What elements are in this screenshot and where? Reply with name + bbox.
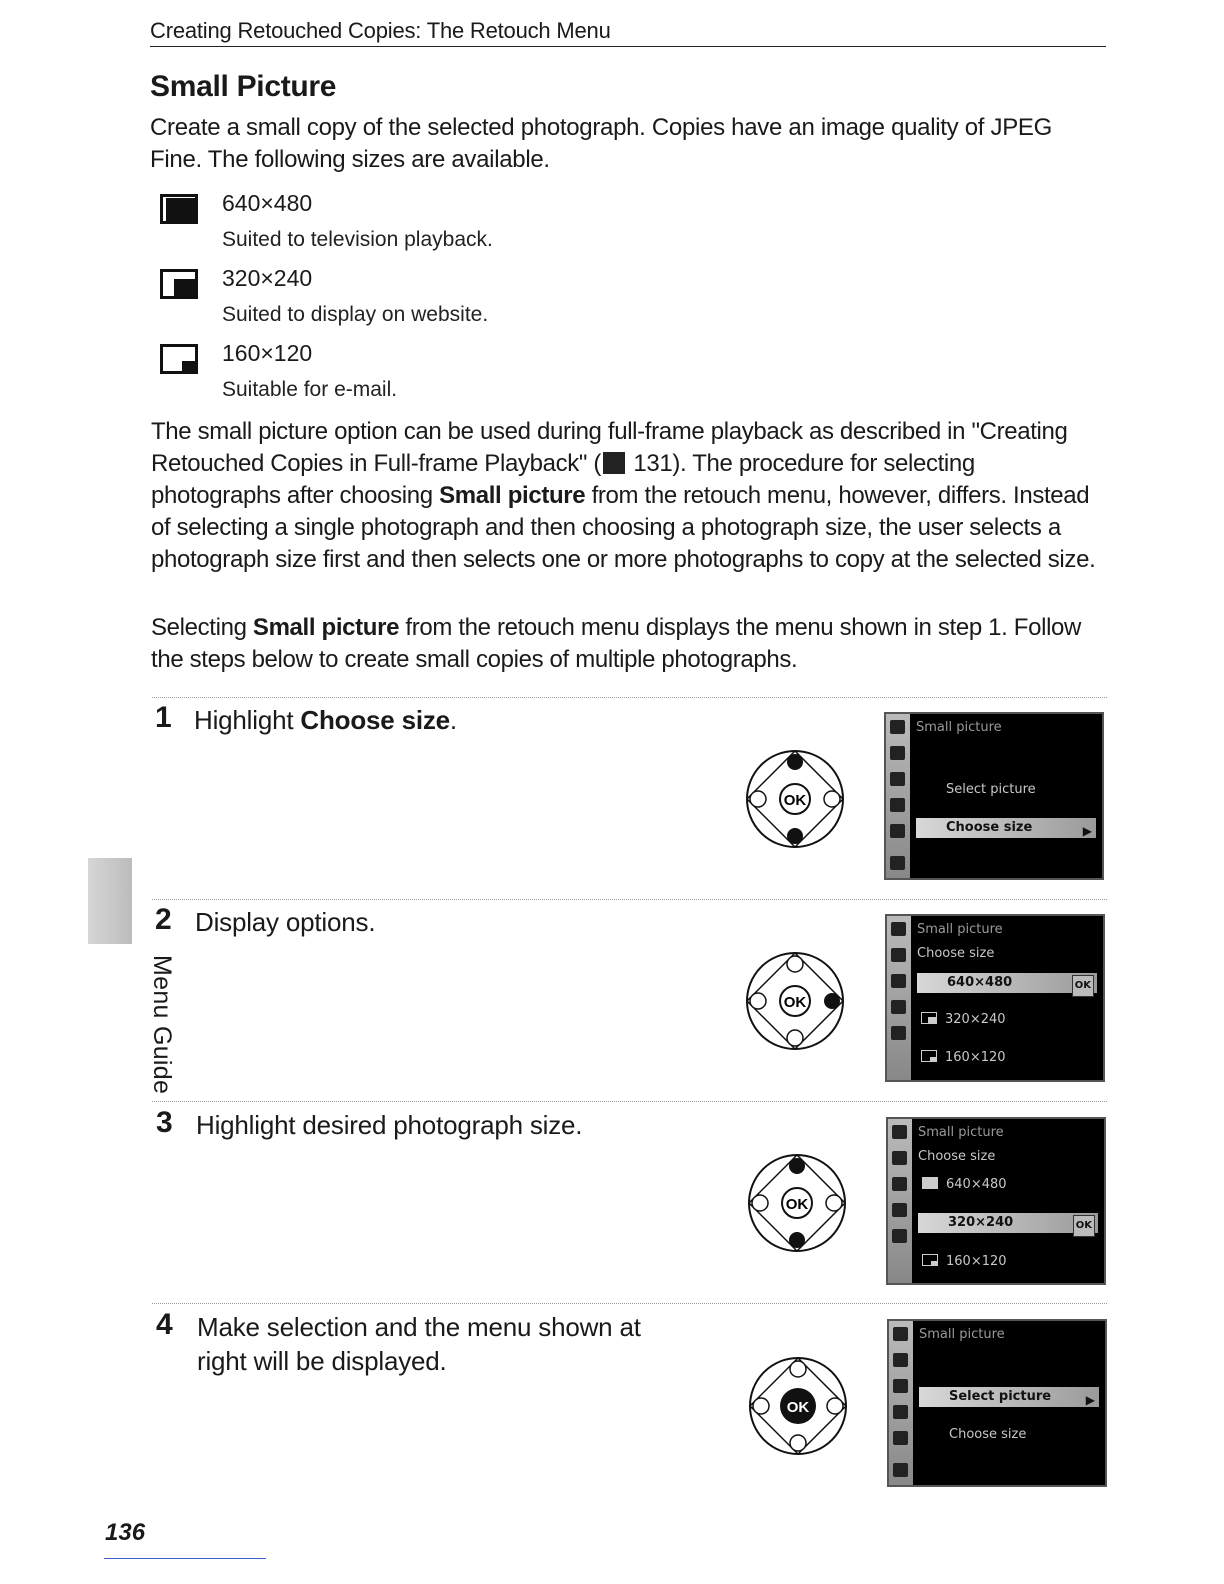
text: ). The procedure for selecting photographs after choosing	[151, 450, 975, 509]
text: 320×240	[948, 1215, 1014, 1230]
size-640-icon	[160, 194, 198, 224]
step-number: 2	[155, 903, 172, 936]
ok-tag: OK	[1072, 975, 1094, 997]
text: 160×120	[945, 1050, 1006, 1065]
screen-title: Small picture	[917, 922, 1003, 937]
menu-side-tabs	[887, 916, 911, 1080]
step-text: Make selection and the menu shown at right will be displayed.	[197, 1312, 641, 1376]
menu-item	[921, 1012, 1006, 1027]
size-320-icon	[921, 1012, 937, 1024]
size-label: 320×240	[222, 265, 313, 291]
size-label: 640×480	[222, 190, 313, 216]
menu-item: Choose size	[949, 1427, 1027, 1442]
ok-label: OK	[783, 994, 807, 1011]
running-header: Creating Retouched Copies: The Retouch Menu	[150, 18, 1106, 47]
size-640-icon	[922, 1177, 938, 1189]
step-divider	[152, 1101, 1107, 1102]
menu-side-tabs	[889, 1321, 913, 1485]
menu-item	[922, 1177, 1007, 1192]
arrow-right-icon: ▶	[1082, 824, 1092, 838]
page-ref-icon	[603, 452, 625, 474]
text: 640×480	[947, 975, 1013, 990]
text: .	[449, 705, 457, 735]
ok-label: OK	[785, 1196, 809, 1213]
size-description: Suitable for e-mail.	[222, 378, 398, 401]
camera-screen-step2	[885, 914, 1105, 1082]
size-label: 160×120	[222, 340, 313, 366]
multi-selector-ok-pressed-icon	[745, 1353, 851, 1459]
menu-term: Choose size	[300, 705, 450, 735]
menu-side-tabs	[888, 1119, 912, 1283]
menu-item: Select picture	[946, 782, 1036, 797]
camera-screen-step1	[884, 712, 1104, 880]
size-320-icon	[160, 269, 198, 299]
multi-selector-up-down-icon	[742, 746, 848, 852]
step-divider	[152, 899, 1107, 900]
multi-selector-right-icon	[742, 948, 848, 1054]
section-thumb-tab	[88, 858, 132, 944]
step-text: Display options.	[195, 907, 376, 937]
screen-subtitle: Choose size	[917, 946, 995, 961]
text: from the retouch menu, however, differs. Instead of selecting a single photograph and then choosing a photograph size, the user selects a photograph size first and then selects one or more photographs to copy at the selected size.	[151, 482, 1096, 573]
step-number: 1	[155, 701, 172, 734]
step-divider	[152, 1303, 1107, 1304]
body-paragraph-2	[151, 612, 1106, 676]
text: Selecting	[151, 614, 253, 641]
step-number: 4	[156, 1308, 173, 1341]
ok-label: OK	[783, 792, 807, 809]
page-number: 136	[105, 1519, 146, 1546]
page-ref: 131	[633, 450, 673, 477]
screen-title: Small picture	[919, 1327, 1005, 1342]
text: Select picture	[949, 1389, 1052, 1404]
menu-side-tabs	[886, 714, 910, 878]
text: The small picture option can be used during full-frame playback as described in "Creating Retouched Copies in Full-frame Playback" (	[151, 418, 1068, 477]
menu-term: Small picture	[439, 482, 586, 509]
menu-item-selected	[917, 973, 1097, 993]
size-description: Suited to display on website.	[222, 303, 489, 326]
size-160-icon	[921, 1050, 937, 1062]
camera-screen-step4	[887, 1319, 1107, 1487]
step-text: Highlight desired photograph size.	[196, 1110, 583, 1140]
text: 320×240	[945, 1012, 1006, 1027]
size-description: Suited to television playback.	[222, 228, 493, 251]
menu-term: Small picture	[252, 614, 400, 641]
ok-tag: OK	[1073, 1215, 1095, 1237]
text: 640×480	[946, 1177, 1007, 1192]
text: 160×120	[946, 1254, 1007, 1269]
camera-screen-step3	[886, 1117, 1106, 1285]
screen-title: Small picture	[918, 1125, 1004, 1140]
body-paragraph-1	[151, 416, 1106, 576]
text: Choose size	[946, 820, 1033, 835]
menu-item	[921, 1050, 1006, 1065]
step-number: 3	[156, 1106, 173, 1139]
step-divider	[152, 697, 1107, 698]
menu-item-selected	[916, 818, 1096, 838]
ok-label: OK	[786, 1399, 810, 1416]
screen-subtitle: Choose size	[918, 1149, 996, 1164]
multi-selector-up-down-icon	[744, 1150, 850, 1256]
text: from the retouch menu displays the menu shown in step 1. Follow the steps below to create small copies of multiple photographs.	[151, 614, 1082, 673]
footer-rule	[104, 1558, 266, 1559]
intro-paragraph: Create a small copy of the selected photograph. Copies have an image quality of JPEG Fine. The following sizes are available.	[150, 114, 1053, 173]
text: Highlight	[194, 705, 301, 735]
arrow-right-icon: ▶	[1085, 1393, 1095, 1407]
menu-item-selected	[919, 1387, 1099, 1407]
size-160-icon	[160, 344, 198, 374]
screen-title: Small picture	[916, 720, 1002, 735]
side-tab-label: Menu Guide	[148, 955, 176, 1095]
menu-item-selected	[918, 1213, 1098, 1233]
section-title: Small Picture	[150, 70, 337, 103]
step-text	[194, 703, 714, 737]
size-160-icon	[922, 1254, 938, 1266]
menu-item	[922, 1254, 1007, 1269]
